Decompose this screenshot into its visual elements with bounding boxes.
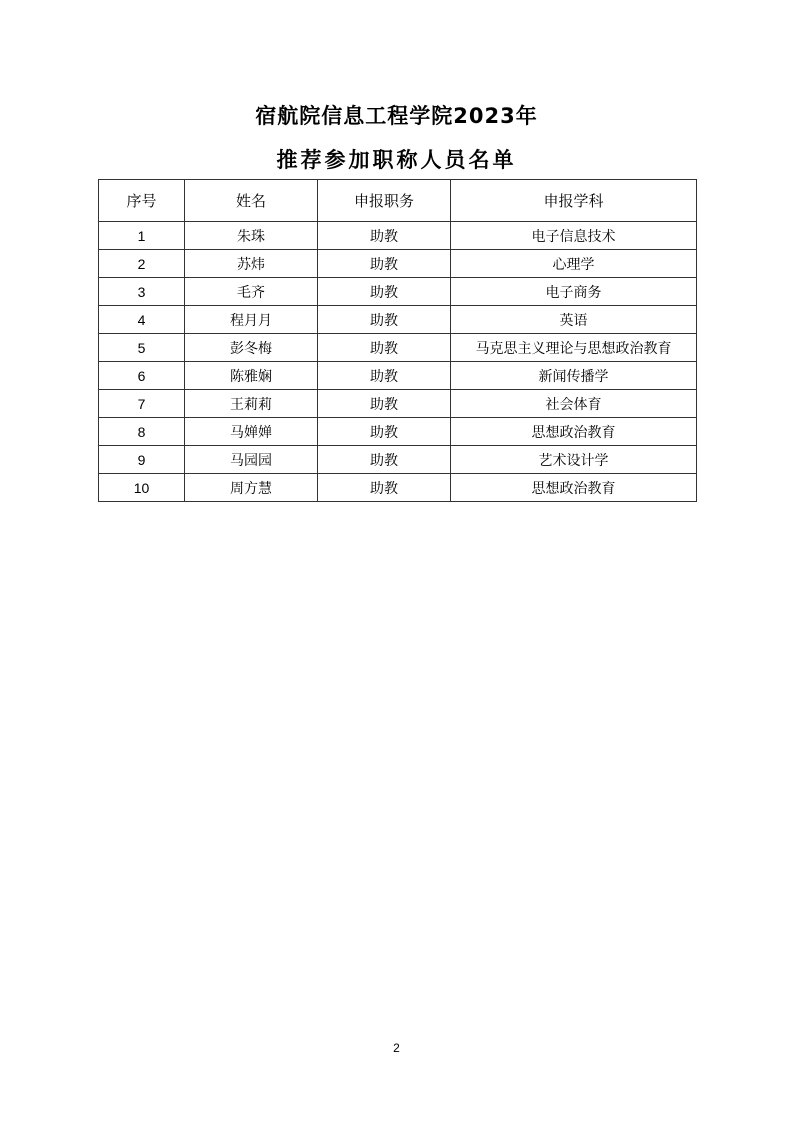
document-title: 宿航院信息工程学院2023年 <box>255 104 538 128</box>
header-name: 姓名 <box>185 180 318 222</box>
cell-position: 助教 <box>318 222 451 250</box>
cell-subject: 思想政治教育 <box>451 474 697 502</box>
table-row <box>99 446 697 474</box>
cell-name: 毛齐 <box>185 278 318 306</box>
cell-serial-number: 9 <box>99 446 185 474</box>
cell-subject: 电子信息技术 <box>451 222 697 250</box>
table-row <box>99 278 697 306</box>
cell-name: 陈雅娴 <box>185 362 318 390</box>
cell-subject: 新闻传播学 <box>451 362 697 390</box>
table-row <box>99 362 697 390</box>
cell-serial-number: 10 <box>99 474 185 502</box>
cell-serial-number: 5 <box>99 334 185 362</box>
cell-position: 助教 <box>318 278 451 306</box>
document-subtitle: 推荐参加职称人员名单 <box>276 148 517 172</box>
cell-name: 程月月 <box>185 306 318 334</box>
table-row <box>99 390 697 418</box>
cell-subject: 艺术设计学 <box>451 446 697 474</box>
cell-position: 助教 <box>318 418 451 446</box>
cell-serial-number: 2 <box>99 250 185 278</box>
candidate-table <box>98 179 697 502</box>
cell-position: 助教 <box>318 390 451 418</box>
cell-subject: 心理学 <box>451 250 697 278</box>
cell-name: 彭冬梅 <box>185 334 318 362</box>
cell-serial-number: 4 <box>99 306 185 334</box>
cell-name: 马园园 <box>185 446 318 474</box>
cell-serial-number: 1 <box>99 222 185 250</box>
cell-subject: 马克思主义理论与思想政治教育 <box>451 334 697 362</box>
table-row <box>99 474 697 502</box>
table-body <box>99 222 697 502</box>
cell-name: 朱珠 <box>185 222 318 250</box>
cell-subject: 电子商务 <box>451 278 697 306</box>
cell-position: 助教 <box>318 474 451 502</box>
header-row <box>99 180 697 222</box>
table-row <box>99 418 697 446</box>
cell-position: 助教 <box>318 306 451 334</box>
cell-name: 周方慧 <box>185 474 318 502</box>
cell-subject: 英语 <box>451 306 697 334</box>
cell-subject: 思想政治教育 <box>451 418 697 446</box>
cell-name: 王莉莉 <box>185 390 318 418</box>
cell-serial-number: 7 <box>99 390 185 418</box>
header-serial-number: 序号 <box>99 180 185 222</box>
header-subject: 申报学科 <box>451 180 697 222</box>
table-row <box>99 334 697 362</box>
table-row <box>99 306 697 334</box>
header-position: 申报职务 <box>318 180 451 222</box>
cell-name: 马婵婵 <box>185 418 318 446</box>
cell-position: 助教 <box>318 362 451 390</box>
table-header <box>99 180 697 222</box>
page-number: 2 <box>393 1041 400 1055</box>
table-row <box>99 250 697 278</box>
cell-serial-number: 3 <box>99 278 185 306</box>
cell-name: 苏炜 <box>185 250 318 278</box>
cell-position: 助教 <box>318 334 451 362</box>
cell-serial-number: 8 <box>99 418 185 446</box>
cell-position: 助教 <box>318 446 451 474</box>
table-row <box>99 222 697 250</box>
cell-position: 助教 <box>318 250 451 278</box>
cell-subject: 社会体育 <box>451 390 697 418</box>
cell-serial-number: 6 <box>99 362 185 390</box>
